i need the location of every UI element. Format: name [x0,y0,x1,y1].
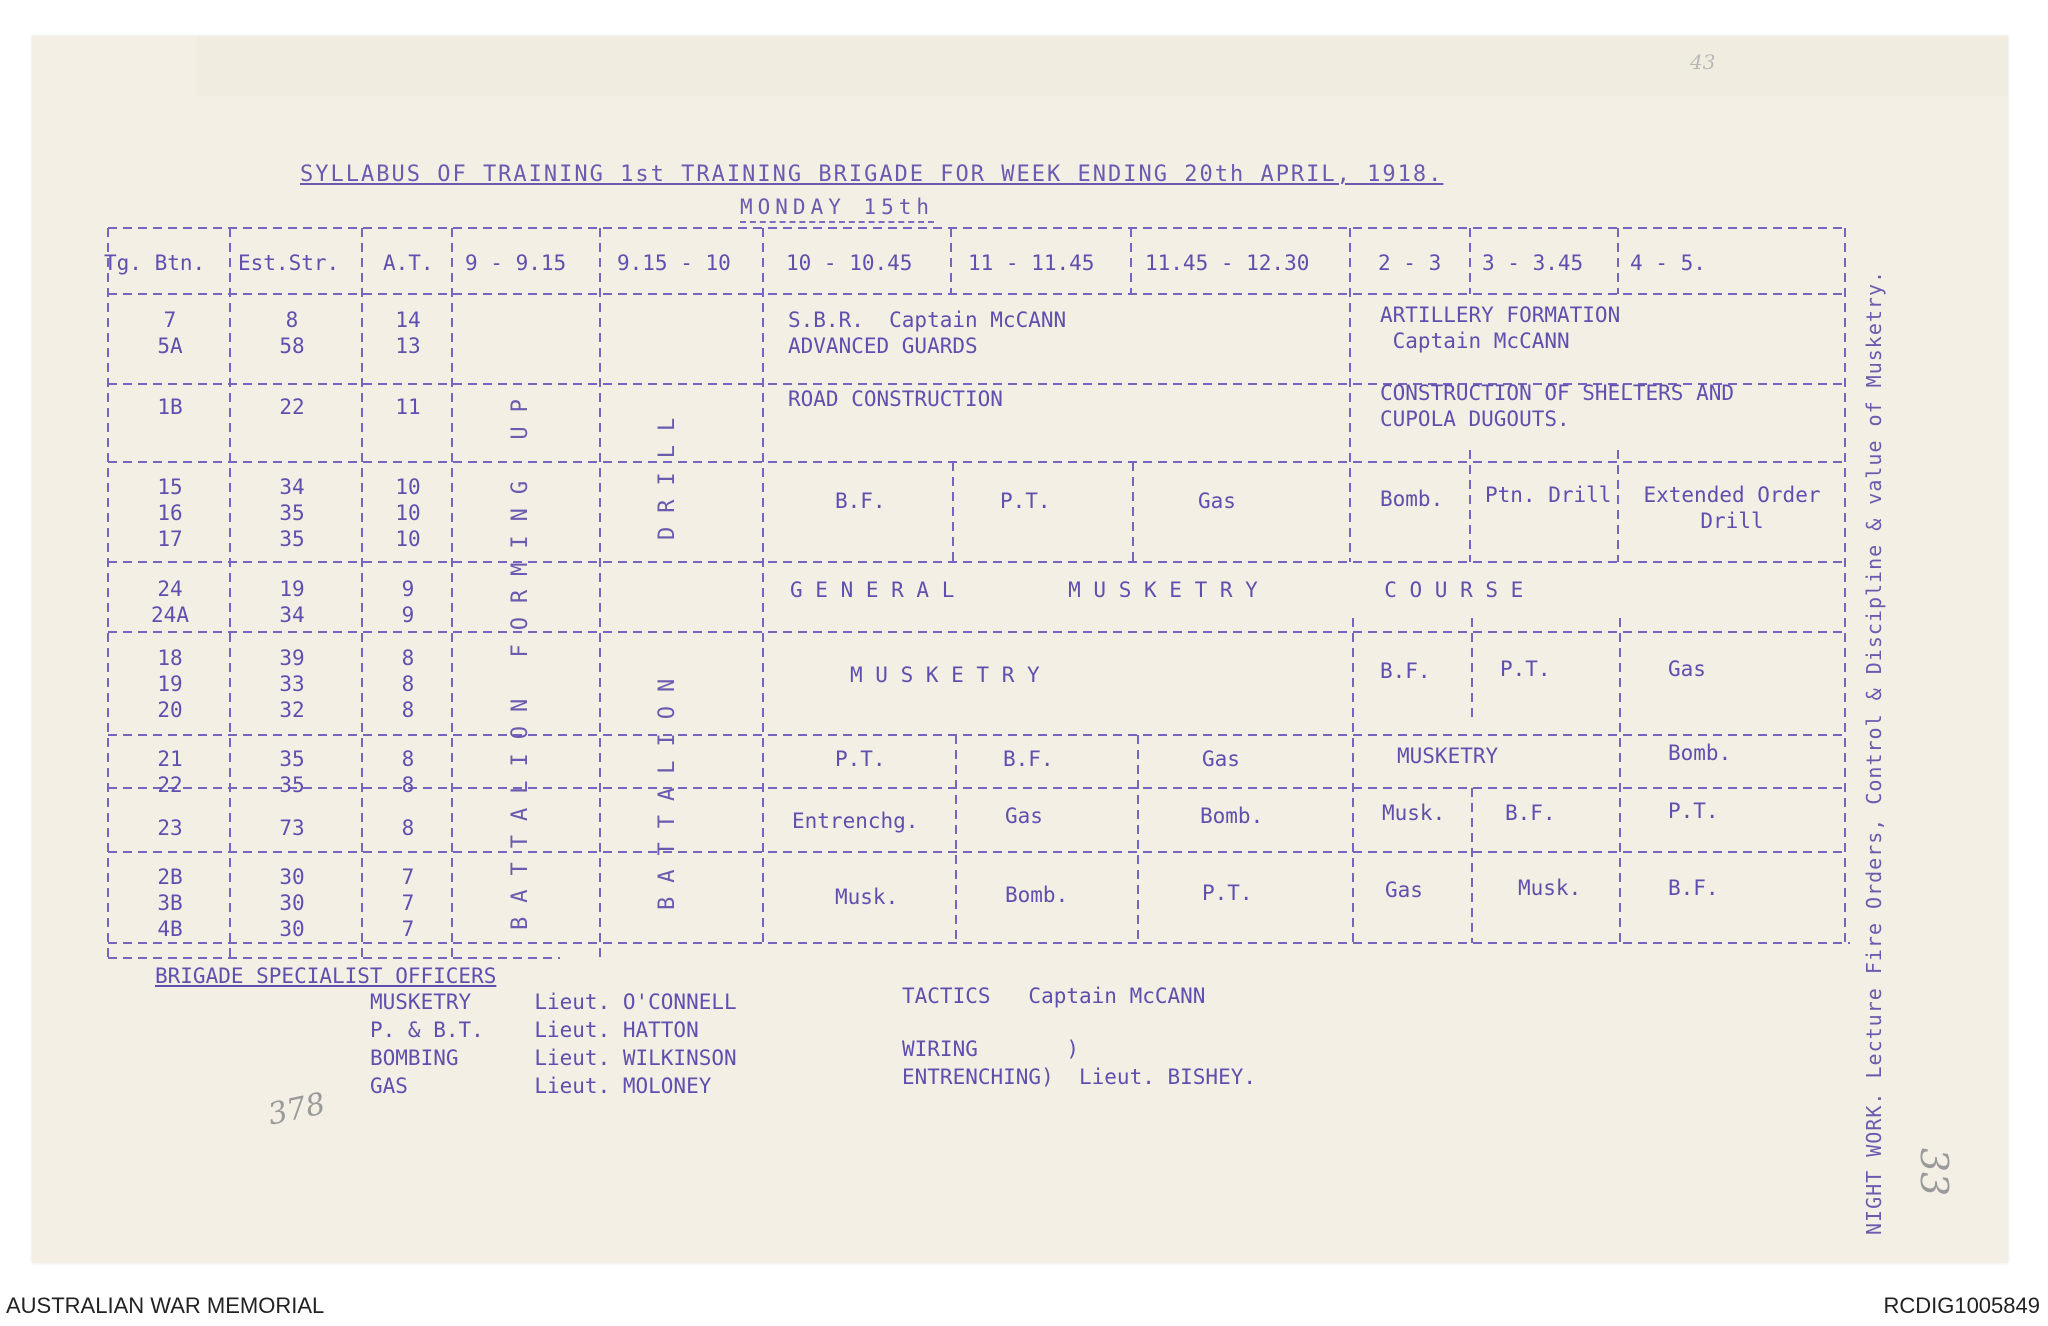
row3-cell-6: Extended Order Drill [1643,483,1821,533]
row7-cell-3: Bomb. [1200,804,1264,828]
header-915-10: 9.15 - 10 [617,251,731,275]
row4-strength: 19 34 [279,577,305,627]
header-established-strength: Est.Str. [238,251,340,275]
row2-afternoon: CONSTRUCTION OF SHELTERS AND CUPOLA DUGOUTS. [1380,381,1735,431]
header-at: A.T. [383,251,434,275]
header-2-3: 2 - 3 [1378,251,1442,275]
header-3-345: 3 - 3.45 [1482,251,1584,275]
row7-battalion: 23 [157,816,183,840]
row3-cell-3: Gas [1198,489,1236,513]
header-4-5: 4 - 5. [1630,251,1706,275]
row8-at: 7 7 7 [401,865,415,941]
row5-battalion: 18 19 20 [157,646,183,722]
row8-cell-4: Gas [1385,878,1423,902]
row5-cell-6: Gas [1668,657,1706,681]
row5-cell-4: B.F. [1380,659,1431,683]
vertical-battalion-forming-up: BATTALION FORMING UP [508,385,533,930]
row7-strength: 73 [279,816,305,840]
document-title: SYLLABUS OF TRAINING 1st TRAINING BRIGADE FOR WEEK ENDING 20th APRIL, 1918. [300,162,1444,187]
specialists-tactics: TACTICS Captain McCANN [902,984,1206,1008]
row3-at: 10 10 10 [395,475,421,551]
row1-at: 14 13 [395,308,421,358]
side-note-night-work: NIGHT WORK. Lecture Fire Orders, Control & Discipline & value of Musketry. [1862,269,1886,1235]
header-training-battalion: Tg. Btn. [104,251,206,275]
row8-cell-2: Bomb. [1005,883,1069,907]
row2-morning: ROAD CONSTRUCTION [788,387,1003,411]
row5-at: 8 8 8 [401,646,415,722]
specialists-heading: BRIGADE SPECIALIST OFFICERS [155,964,497,988]
row2-strength: 22 [279,395,305,419]
row3-cell-4: Bomb. [1380,487,1444,511]
header-10-1045: 10 - 10.45 [786,251,913,275]
row4-at: 9 9 [401,577,415,627]
row6-cell-1: P.T. [835,747,886,771]
row4-battalion: 24 24A [151,577,189,627]
row8-cell-6: B.F. [1668,876,1719,900]
row7-cell-2: Gas [1005,804,1043,828]
vertical-battalion: BATTALION [655,664,680,910]
specialists-left-list: MUSKETRY Lieut. O'CONNELL P. & B.T. Lieut. HATTON BOMBING Lieut. WILKINSON GAS Lieut. MOLONEY [370,990,737,1098]
row8-cell-1: Musk. [835,885,899,909]
row6-at: 8 8 [401,747,415,797]
row7-cell-6: P.T. [1668,799,1719,823]
vertical-drill: DRILL [655,403,680,540]
row6-cell-2: B.F. [1003,747,1054,771]
pencil-annotation-left: 378 [264,1086,329,1133]
row7-cell-4: Musk. [1382,801,1446,825]
header-11-1145: 11 - 11.45 [968,251,1095,275]
row6-battalion: 21 22 [157,747,183,797]
row1-morning: S.B.R. Captain McCANN ADVANCED GUARDS [788,308,1067,358]
row1-strength: 8 58 [279,308,305,358]
pencil-annotation-corner: 43 [1690,50,1716,74]
header-1145-1230: 11.45 - 12.30 [1145,251,1310,275]
row6-strength: 35 35 [279,747,305,797]
specialists-wiring: WIRING ) ENTRENCHING) Lieut. BISHEY. [902,1037,1257,1089]
row5-strength: 39 33 32 [279,646,305,722]
row6-cell-3: Gas [1202,747,1240,771]
row7-at: 8 [401,816,415,840]
row8-cell-5: Musk. [1518,876,1582,900]
row1-battalion: 7 5A [157,308,183,358]
row6-cell-6: Bomb. [1668,741,1732,765]
row1-afternoon: ARTILLERY FORMATION Captain McCANN [1380,303,1621,353]
row2-battalion: 1B [157,395,183,419]
row5-cell-5: P.T. [1500,657,1551,681]
row3-strength: 34 35 35 [279,475,305,551]
row3-cell-5: Ptn. Drill [1485,483,1612,507]
header-9-915: 9 - 9.15 [465,251,567,275]
pencil-annotation-right: 33 [1912,1147,1957,1197]
row2-at: 11 [395,395,421,419]
row7-cell-5: B.F. [1505,801,1556,825]
row8-battalion: 2B 3B 4B [157,865,183,941]
row6-musketry: MUSKETRY [1397,744,1499,768]
row3-cell-1: B.F. [835,489,886,513]
row3-cell-2: P.T. [1000,489,1051,513]
row8-cell-3: P.T. [1202,881,1253,905]
row4-general-musketry: G E N E R A L M U S K E T R Y C O U R S E [790,578,1524,602]
row7-cell-1: Entrenchg. [792,809,919,833]
row5-musketry: M U S K E T R Y [850,663,1040,687]
row8-strength: 30 30 30 [279,865,305,941]
row3-battalion: 15 16 17 [157,475,183,551]
footer-institution: AUSTRALIAN WAR MEMORIAL [6,1293,325,1318]
day-heading: MONDAY 15th [740,195,934,223]
footer-record-id: RCDIG1005849 [1883,1293,2040,1318]
